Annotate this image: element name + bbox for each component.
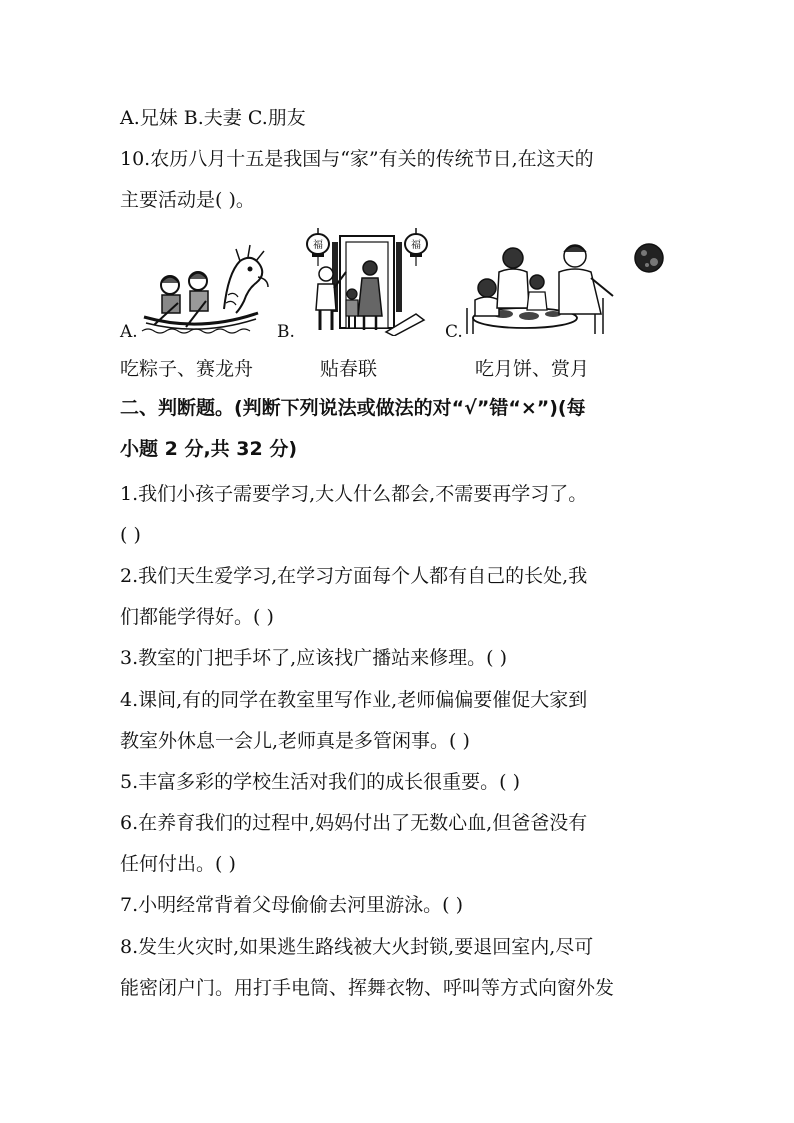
item-1-line-1: 1.我们小孩子需要学习,大人什么都会,不需要再学习了。 bbox=[120, 483, 588, 505]
option-a-label: A. bbox=[120, 322, 138, 342]
item-3-line-1: 3.教室的门把手坏了,应该找广播站来修理。( ) bbox=[120, 647, 508, 669]
mid-autumn-picture bbox=[463, 238, 675, 334]
item-1-line-2: ( ) bbox=[120, 524, 141, 546]
right-lantern-text: 福 bbox=[411, 240, 421, 251]
item-4-line-1: 4.课间,有的同学在教室里写作业,老师偏偏要催促大家到 bbox=[120, 689, 588, 711]
option-c-caption: 吃月饼、赏月 bbox=[475, 358, 590, 380]
item-6-line-1: 6.在养育我们的过程中,妈妈付出了无数心血,但爸爸没有 bbox=[120, 812, 588, 834]
q9-options: A.兄妹 B.夫妻 C.朋友 bbox=[120, 107, 306, 129]
spring-festival-picture bbox=[296, 228, 436, 336]
option-b-label: B. bbox=[277, 322, 295, 342]
section-2-heading-line-2: 小题 2 分,共 32 分) bbox=[120, 438, 298, 460]
item-4-line-2: 教室外休息一会儿,老师真是多管闲事。( ) bbox=[120, 730, 470, 752]
option-a-caption: 吃粽子、赛龙舟 bbox=[120, 358, 254, 380]
option-b-caption: 贴春联 bbox=[320, 358, 378, 380]
section-2-heading-line-1: 二、判断题。(判断下列说法或做法的对“√”错“×”)(每 bbox=[120, 397, 586, 419]
item-2-line-2: 们都能学得好。( ) bbox=[120, 606, 274, 628]
left-lantern-text: 福 bbox=[313, 240, 323, 251]
item-2-line-1: 2.我们天生爱学习,在学习方面每个人都有自己的长处,我 bbox=[120, 565, 588, 587]
item-6-line-2: 任何付出。( ) bbox=[120, 853, 236, 875]
q10-line-2: 主要活动是( )。 bbox=[120, 189, 255, 211]
dragon-boat-picture bbox=[140, 243, 272, 335]
item-7-line-1: 7.小明经常背着父母偷偷去河里游泳。( ) bbox=[120, 894, 463, 916]
item-8-line-2: 能密闭户门。用打手电筒、挥舞衣物、呼叫等方式向窗外发 bbox=[120, 977, 615, 999]
q10-line-1: 10.农历八月十五是我国与“家”有关的传统节日,在这天的 bbox=[120, 148, 594, 170]
item-5-line-1: 5.丰富多彩的学校生活对我们的成长很重要。( ) bbox=[120, 771, 520, 793]
item-8-line-1: 8.发生火灾时,如果逃生路线被大火封锁,要退回室内,尽可 bbox=[120, 936, 594, 958]
option-c-label: C. bbox=[445, 322, 463, 342]
